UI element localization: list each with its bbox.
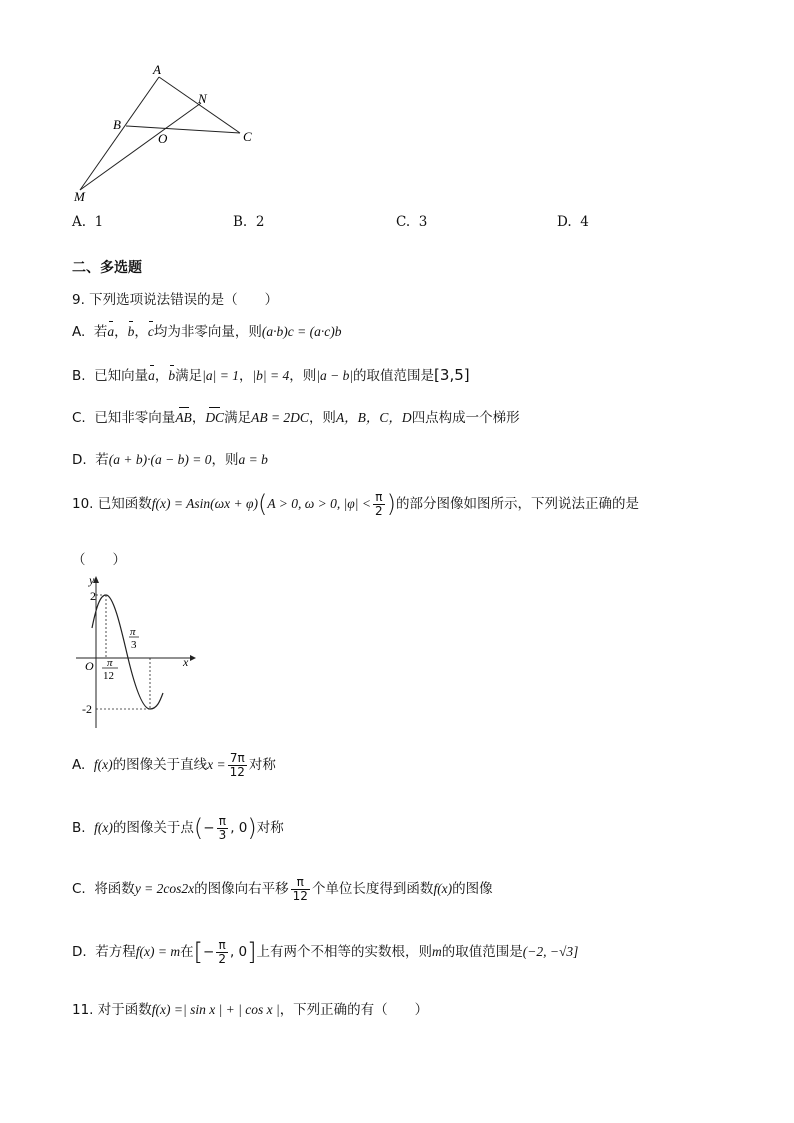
q11-stem: 11. 对于函数f(x) =| sin x | + | cos x |，下列正确的有（ ） [72,1002,429,1018]
x-axis-label: x [183,655,189,669]
y-axis-label: y [89,573,95,587]
q10-paren: （ ） [72,552,126,568]
q9-option-a: A. 若a，b，c均为非零向量，则(a·b)c = (a·c)b [72,324,342,340]
point-label-m: M [74,189,85,204]
q9-b-range: [3,5] [434,366,470,384]
tick-pi12-num: π [107,657,113,669]
triangle-figure [66,60,276,210]
tick-neg2-label: -2 [82,702,92,716]
q9-option-c: C. 已知非零向量AB，DC满足AB = 2DC，则A，B，C，D四点构成一个梯形 [72,410,520,426]
tick-2-label: 2 [90,589,96,603]
q10-option-d: D. 若方程f(x) = m在[− $\frac{\pi}{2}$ , 0]上有两个不相等的实数根，则m的取值范围是(−2, −√3] [72,937,579,966]
q10-option-b: B. f(x)的图像关于点(− $\frac{\pi}{3}$ , 0)对称 [72,813,284,842]
q9-stem: 9. 下列选项说法错误的是（ ） [72,292,279,308]
q8-option-b: B. 2 [233,214,265,230]
section-title: 二、多选题 [72,260,142,276]
q10-option-c: C. 将函数y = 2cos2x的图像向右平移 $\frac{\pi}{12}$ 个单位长度得到函数f(x)的图像 [72,875,493,903]
point-label-c: C [243,129,252,144]
q10-option-a: A. f(x)的图像关于直线x = $\frac{7\pi}{12}$ 对称 [72,751,276,779]
point-label-o: O [158,131,168,146]
point-label-b: B [113,117,121,132]
origin-label: O [85,659,94,673]
q9-option-b: B. 已知向量a，b满足|a| = 1，|b| = 4，则|a − b|的取值范围是[3,5] [72,366,470,384]
point-label-n: N [198,91,207,106]
sine-curve [92,595,163,709]
sine-graph [72,573,202,733]
q9-option-d: D. 若(a + b)·(a − b) = 0，则a = b [72,452,268,468]
q9-a-formula: (a·b)c = (a·c)b [261,324,342,339]
q8-option-c: C. 3 [396,214,428,230]
point-label-a: A [153,62,161,77]
q8-option-d: D. 4 [557,214,589,230]
tick-pi12-den: 12 [103,670,114,682]
tick-pi3-num: π [130,626,136,638]
q10-stem: 10. 已知函数f(x) = Asin(ωx + φ)(A > 0, ω > 0, |φ| < $\frac{\pi}{2}$ )的部分图像如图所示，下列说法正确的是 [72,489,639,518]
q8-option-a: A. 1 [72,214,104,230]
tick-pi3-den: 3 [131,639,137,651]
